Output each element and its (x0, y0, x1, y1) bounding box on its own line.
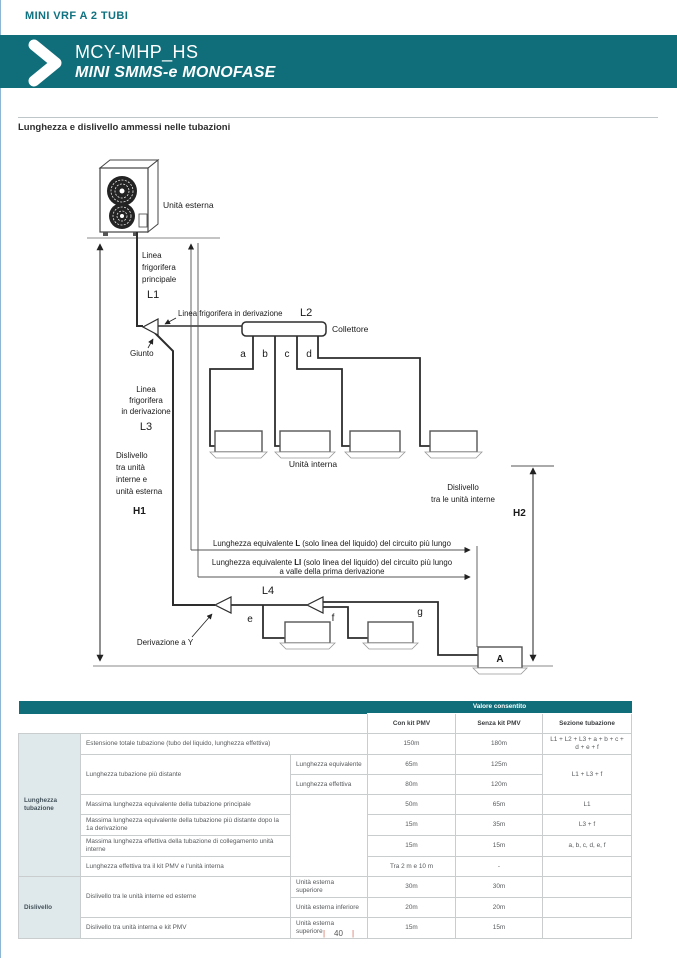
limits-table (18, 701, 632, 939)
table-caption-row (19, 701, 632, 714)
col-sezione-tubazione: Sezione tubazione (543, 714, 632, 734)
table-caption: Valore consentito (368, 701, 632, 714)
sub-empty-cell (291, 795, 368, 877)
svg-text:tra unità: tra unità (116, 463, 145, 472)
footer-bar: | (322, 929, 326, 938)
h1-label: H1 (133, 506, 146, 517)
desc-cell: Massima lunghezza effettiva della tubazione di collegamento unità interne (81, 836, 291, 857)
caption-filler (19, 701, 368, 714)
model-name: MCY-MHP_HS (75, 42, 199, 62)
table-row: Dislivello Dislivello tra le unità interne ed esterne Unità esterna superiore 30m 30m (19, 877, 632, 898)
page-footer (0, 929, 677, 938)
desc-cell: Massima lunghezza equivalente della tubazione più distante dopo la 1a derivazione (81, 815, 291, 836)
svg-text:unità esterna: unità esterna (116, 487, 163, 496)
sub-cell: Lunghezza equivalente (291, 755, 368, 775)
svg-text:Linea: Linea (136, 385, 156, 394)
table-row: Lunghezza tubazione più distante Lunghezza equivalente 65m 125m L1 + L3 + f (19, 755, 632, 775)
svg-text:interne e: interne e (116, 475, 148, 484)
h2-label: H2 (513, 508, 526, 519)
svg-text:d: d (306, 349, 312, 360)
col-con-kit-pmv: Con kit PMV (368, 714, 456, 734)
table-header-row (19, 714, 632, 734)
svg-text:a valle della prima derivazion: a valle della prima derivazione (279, 567, 385, 576)
svg-text:principale: principale (142, 275, 177, 284)
l1-label: L1 (147, 289, 160, 301)
svg-text:e: e (247, 614, 253, 625)
desc-cell: Massima lunghezza equivalente della tubazione principale (81, 795, 291, 815)
collector-shape (242, 322, 326, 336)
desc-cell: Dislivello tra unità interna e kit PMV (81, 918, 291, 939)
svg-text:b: b (262, 349, 268, 360)
table-row: Unità esterna inferiore 20m 20m (19, 898, 632, 918)
desc-cell: Estensione totale tubazione (tubo del liquido, lunghezza effettiva) (81, 734, 368, 755)
sub-cell: Unità esterna superiore (291, 918, 368, 939)
title-banner (0, 35, 677, 88)
equivalent-length-l: Lunghezza equivalente L (solo linea del liquido) del circuito più lungo (213, 539, 451, 548)
desc-cell: Lunghezza tubazione più distante (81, 755, 291, 795)
desc-cell: Dislivello tra le unità interne ed esterne (81, 877, 291, 918)
l4-label: L4 (261, 585, 275, 597)
table-row: Massima lunghezza equivalente della tubazione principale 50m 65m L1 (19, 795, 632, 815)
l2-label: L2 (300, 307, 313, 319)
svg-text:frigorifera: frigorifera (129, 396, 163, 405)
svg-text:frigorifera: frigorifera (142, 263, 176, 272)
indoor-units-row (210, 431, 482, 458)
footer-bar: | (351, 929, 355, 938)
header-blank (19, 714, 368, 734)
equivalent-length-li: Lunghezza equivalente LI (solo linea del liquido) del circuito più lungo (211, 558, 453, 567)
unit-a-label: A (496, 654, 504, 665)
svg-text:in derivazione: in derivazione (121, 407, 171, 416)
sub-cell: Unità esterna inferiore (291, 898, 368, 918)
outdoor-unit-drawing (100, 160, 158, 236)
svg-text:Linea: Linea (142, 251, 162, 260)
desc-cell: Lunghezza effettiva tra il kit PMV e l'unità interna (81, 857, 291, 877)
table-row: Lunghezza effettiva 80m 120m (19, 775, 632, 795)
table-row: Massima lunghezza equivalente della tubazione più distante dopo la 1a derivazione 15m 35m L3 + f (19, 815, 632, 836)
l3-label: L3 (139, 421, 153, 433)
piping-diagram (0, 150, 677, 695)
table-row: Lunghezza tubazione Estensione totale tubazione (tubo del liquido, lunghezza effettiva) 150m 180m L1 + L2 + L3 + a + b + c + d + e + f (19, 734, 632, 755)
svg-text:a: a (240, 349, 246, 360)
svg-text:g: g (417, 607, 423, 618)
svg-text:Dislivello: Dislivello (116, 451, 148, 460)
chevron-icon (22, 38, 72, 88)
divider (18, 117, 658, 118)
table-row: Massima lunghezza effettiva della tubazione di collegamento unità interne 15m 15m a, b, c, d, e, f (19, 836, 632, 857)
col-senza-kit-pmv: Senza kit PMV (456, 714, 543, 734)
svg-text:f: f (331, 613, 335, 624)
group-lunghezza: Lunghezza tubazione (19, 734, 81, 877)
sub-cell: Lunghezza effettiva (291, 775, 368, 795)
branch-line-label: Linea frigorifera in derivazione (178, 309, 283, 318)
pointer-arrows (148, 318, 212, 637)
collector-label: Collettore (332, 324, 369, 334)
joint-label: Giunto (130, 349, 154, 358)
svg-text:c: c (284, 349, 290, 360)
group-dislivello: Dislivello (19, 877, 81, 939)
outdoor-unit-label: Unità esterna (163, 200, 214, 210)
sub-cell: Unità esterna superiore (291, 877, 368, 898)
svg-text:Dislivello: Dislivello (447, 483, 479, 492)
category-label: MINI VRF A 2 TUBI (25, 10, 129, 22)
section-title: Lunghezza e dislivello ammessi nelle tubazioni (18, 122, 231, 133)
y-branch-label: Derivazione a Y (136, 638, 194, 647)
page-number: 40 (334, 929, 343, 938)
svg-text:tra le unità interne: tra le unità interne (430, 495, 496, 504)
series-name: MINI SMMS-e MONOFASE (75, 64, 276, 81)
table-row: Lunghezza effettiva tra il kit PMV e l'unità interna Tra 2 m e 10 m - (19, 857, 632, 877)
indoor-unit-label: Unità interna (288, 459, 338, 469)
table-row: Dislivello tra unità interna e kit PMV Unità esterna superiore 15m 15m (19, 918, 632, 939)
